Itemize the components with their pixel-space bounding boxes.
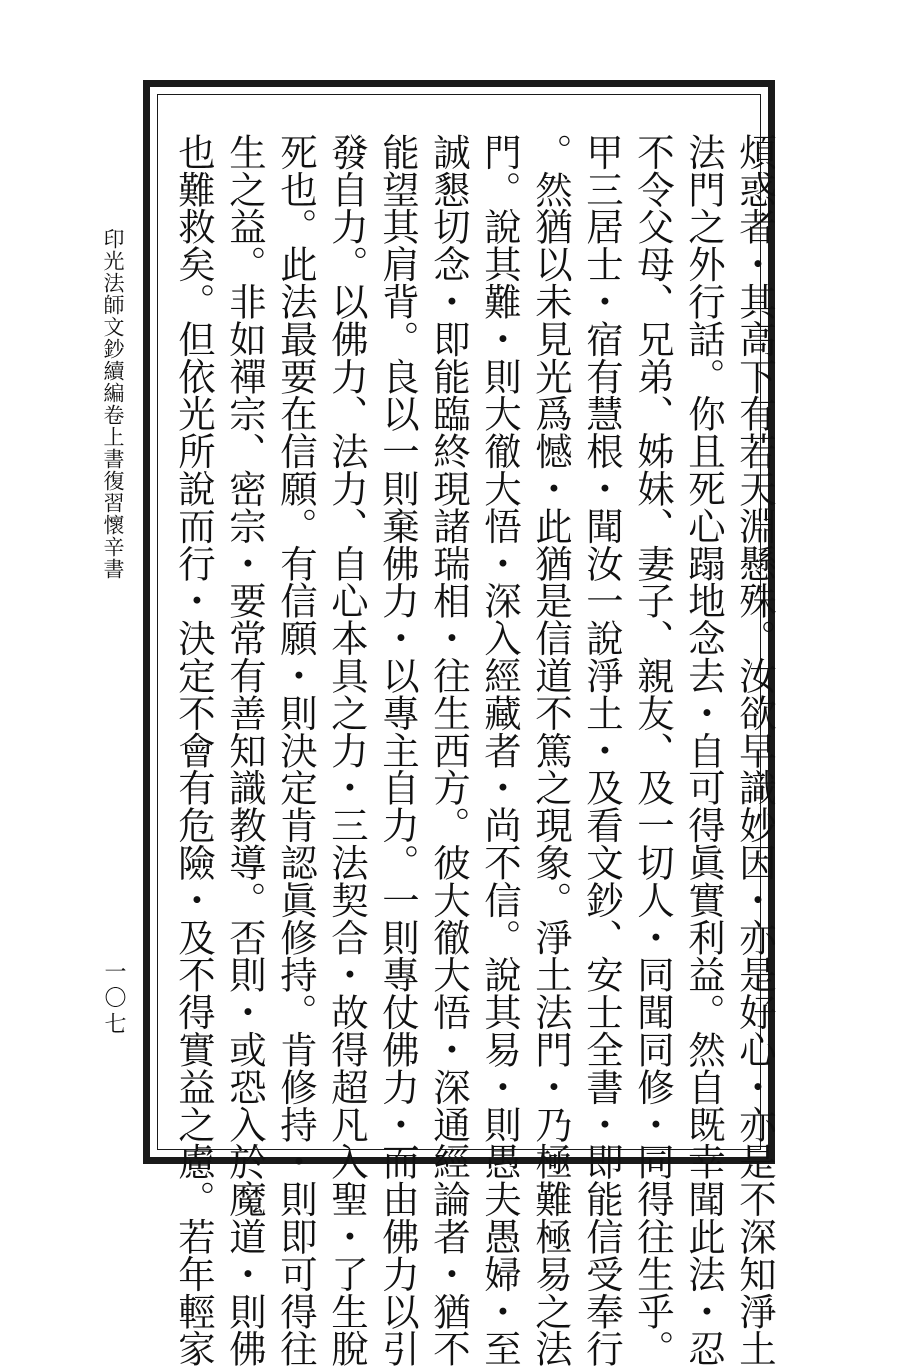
text-column-4: 甲三居士・宿有慧根・聞汝一說淨土・及看文鈔、安士全書・即能信受奉行 xyxy=(580,133,624,1367)
text-column-7: 誠懇切念・即能臨終現諸瑞相・往生西方。彼大徹大悟・深通經論者・猶不 xyxy=(427,133,471,1367)
text-column-2: 法門之外行話。你且死心蹋地念去・自可得眞實利益。然自既幸聞此法・忍 xyxy=(682,133,726,1367)
text-column-6: 門。說其難・則大徹大悟・深入經藏者・尚不信。說其易・則愚夫愚婦・至 xyxy=(478,133,522,1367)
text-column-11: 生之益。非如禪宗、密宗・要常有善知識教導。否則・或恐入於魔道・則佛 xyxy=(223,133,267,1367)
text-column-12: 也難救矣。但依光所說而行・決定不會有危險・及不得實益之慮。若年輕家 xyxy=(172,133,216,1367)
page-number: 一〇七 xyxy=(101,960,126,1038)
text-column-3: 不令父母、兄弟、姊妹、妻子、親友、及一切人・同聞同修・同得往生乎。 xyxy=(631,133,675,1367)
letter-title: 復習懷辛書 xyxy=(101,470,125,580)
text-column-9: 發自力。以佛力、法力、自心本具之力・三法契合・故得超凡入聖・了生脫 xyxy=(325,133,369,1367)
text-column-1: 煩惑者・其高下有若天淵懸殊。汝欲早識妙因・亦是好心・亦是不深知淨土 xyxy=(733,133,777,1367)
text-column-5: 。然猶以未見光爲憾・此猶是信道不篤之現象。淨土法門・乃極難極易之法 xyxy=(529,133,573,1367)
section-label: 書 xyxy=(101,448,125,470)
book-title: 印光法師文鈔續編卷上 xyxy=(101,228,125,448)
text-column-8: 能望其肩背。良以一則棄佛力・以專主自力。一則專仗佛力・而由佛力以引 xyxy=(376,133,420,1367)
running-header xyxy=(98,228,128,580)
text-column-10: 死也。此法最要在信願。有信願・則決定肯認眞修持。肯修持・則即可得往 xyxy=(274,133,318,1367)
